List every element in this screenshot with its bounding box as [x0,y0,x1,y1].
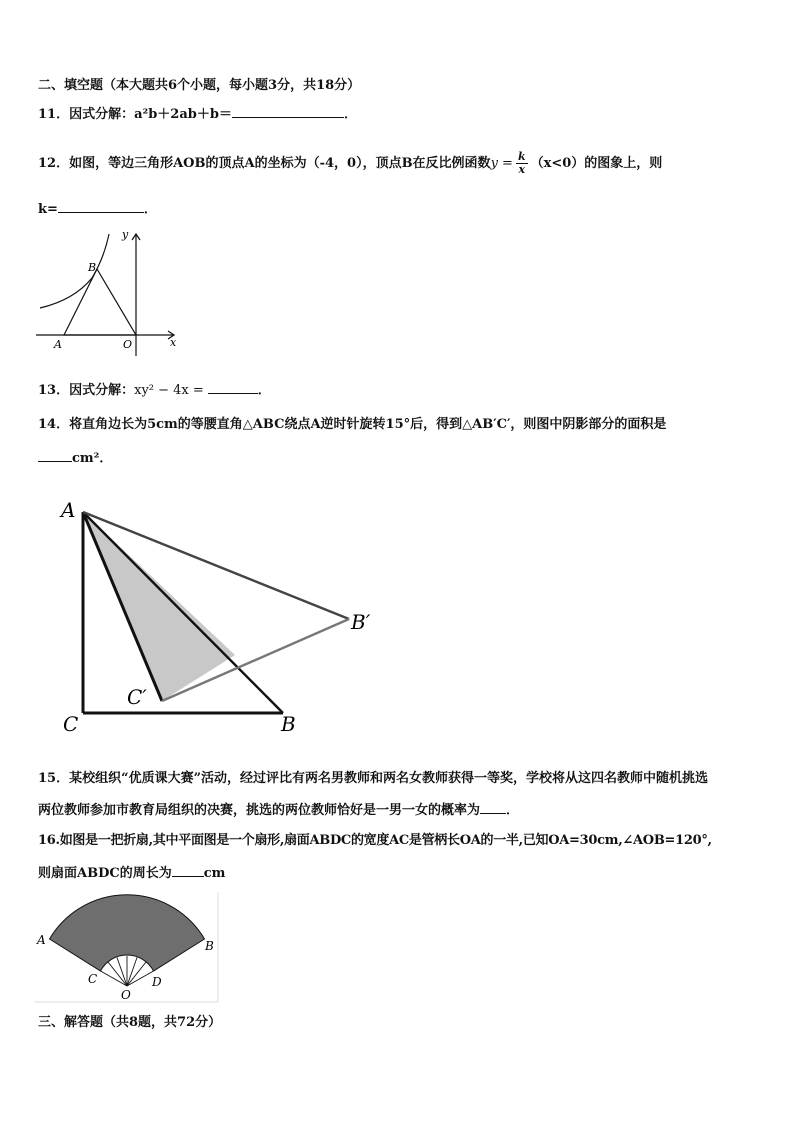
q16-figure [34,892,219,1004]
answer-blank [208,381,258,394]
question-number: 15． [38,771,70,786]
question-text: 两位教师参加市教育局组织的决赛，挑选的两位教师恰好是一男一女的概率为 [38,803,481,818]
shaded-region [83,512,235,701]
label-a: A [54,338,62,351]
triangle-aob [64,269,136,335]
expression: xy² − 4x = [134,383,204,398]
question-number: 13． [38,383,70,398]
fan-rib [127,962,146,986]
q12-figure [34,228,194,358]
label-b: B [205,939,214,953]
label-c-prime: C′ [127,685,147,709]
label-b-prime: B′ [351,610,371,634]
question-number: 14． [38,417,70,432]
label-b: B [88,261,97,274]
question-13: 13．因式分解：xy² − 4x = ． [38,383,271,398]
label-a: A [61,498,76,522]
question-16-line-2: 则扇面ABDC的周长为 cm [38,866,226,881]
q14-figure [55,495,395,745]
section-3-heading: 三、解答题（共8题，共72分） [38,1015,222,1030]
fan-rib [117,958,127,987]
label-o: O [121,988,131,1002]
section-2-heading: 二、填空题（本大题共6个小题，每小题3分，共18分） [38,78,361,93]
question-text: 则扇面ABDC的周长为 [38,866,172,881]
question-text: 如图是一把折扇,其中平面图是一个扇形,扇面ABDC的宽度AC是管柄长OA的一半,已知OA=30cm,∠AOB=120°, [59,833,712,848]
label-c: C [63,712,79,736]
question-text-after: （x<0）的图象上，则 [530,156,663,171]
question-14 [38,417,666,433]
answer-blank [58,200,144,213]
question-12 [38,151,662,176]
question-number: 16. [38,833,60,848]
answer-blank [38,449,72,462]
answer-blank [172,864,204,877]
question-text: 因式分解：a²b＋2ab＋b＝ [69,107,232,122]
question-14-answer: cm²． [38,449,112,467]
label-d: D [152,975,162,989]
label-a: A [37,933,46,947]
answer-blank [232,105,344,118]
label-x: x [170,336,177,349]
fan-rib [101,971,128,986]
question-text: 因式分解： [69,383,135,398]
question-number: 11． [38,107,70,122]
question-11: 11．因式分解：a²b＋2ab＋b＝ ． [38,107,357,122]
fan-rib [127,971,154,986]
answer-blank [480,801,506,814]
question-number: 12． [38,156,70,171]
question-16-line-1 [38,833,712,849]
label-b: B [281,712,296,736]
question-text: 某校组织“优质课大赛”活动，经过评比有两名男教师和两名女教师获得一等奖，学校将从这四名教师中随机挑选 [69,771,709,786]
question-15-line-2: 两位教师参加市教育局组织的决赛，挑选的两位教师恰好是一男一女的概率为 ． [38,803,520,818]
question-text: 将直角边长为5cm的等腰直角△ABC绕点A逆时针旋转15°后，得到△AB′C′，则图中阴影部分的面积是 [69,417,667,432]
label-c: C [88,972,98,986]
fraction-k-over-x: $\frac{k}{x}$ [517,150,526,176]
fan-rib [127,958,137,987]
label-o: O [123,338,133,351]
label-y: y [122,228,129,241]
fan-rib [108,962,127,986]
question-15-line-1 [38,771,708,787]
function-lhs: y = [490,156,513,171]
question-12-answer: k= ． [38,202,157,217]
question-text: 如图，等边三角形AOB的顶点A的坐标为（-4，0），顶点B在反比例函数 [69,156,491,171]
